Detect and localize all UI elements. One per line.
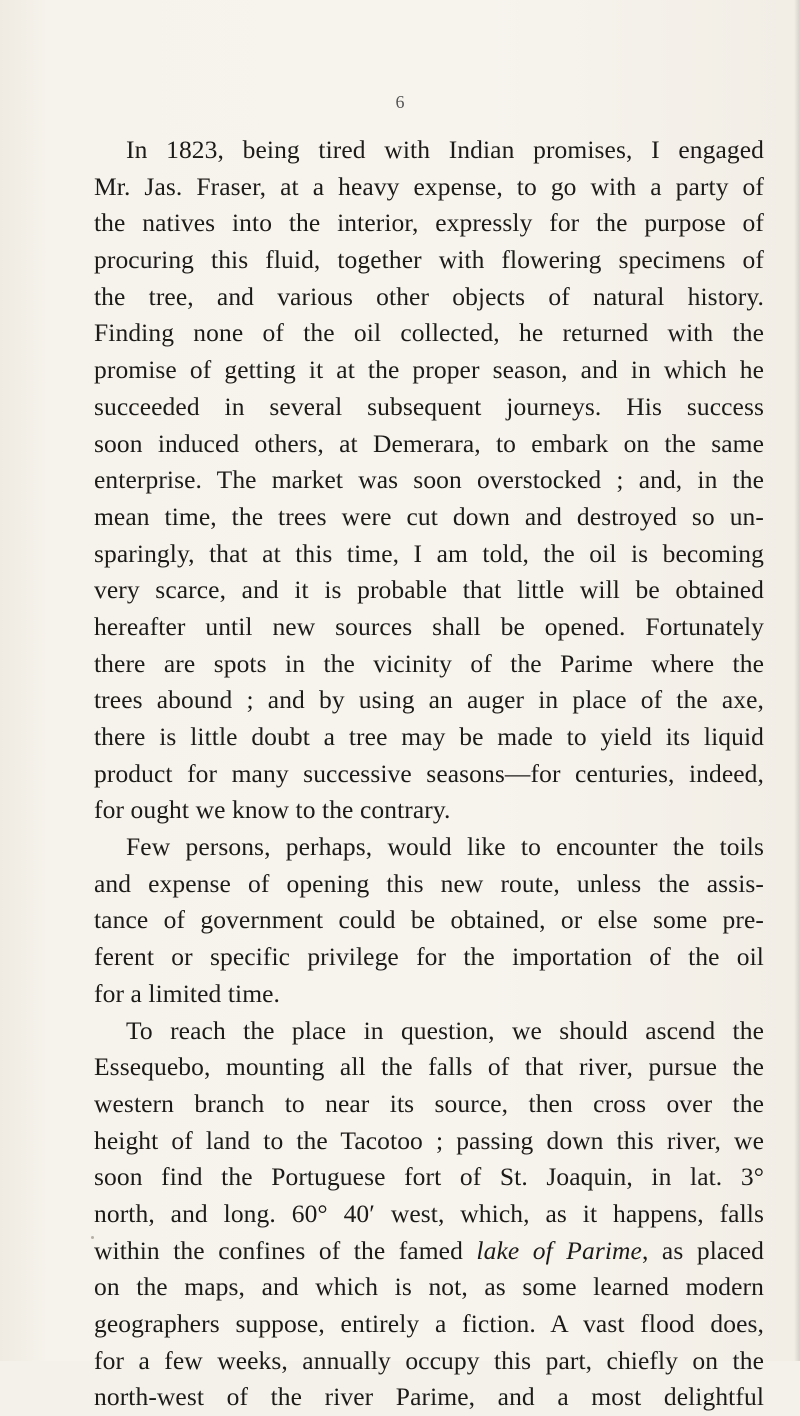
text-line: on the maps, and which is not, as some learned modern bbox=[94, 1272, 764, 1302]
text-line: ferent or specific privilege for the importation of the oil bbox=[94, 942, 764, 972]
text-line: for a limited time. bbox=[94, 978, 281, 1008]
text-segment: , as placed bbox=[641, 1235, 764, 1265]
italic-text: lake of Parime bbox=[476, 1235, 642, 1265]
text-line: tance of government could be obtained, or else some pre- bbox=[94, 905, 764, 935]
text-line: there are spots in the vicinity of the Parime where the bbox=[94, 648, 764, 678]
text-line: the natives into the interior, expressly for the purpose of bbox=[94, 208, 764, 238]
paper-speck bbox=[91, 1236, 94, 1239]
text-line: Mr. Jas. Fraser, at a heavy expense, to go with a party of bbox=[94, 171, 764, 201]
text-line: Essequebo, mounting all the falls of that river, pursue the bbox=[94, 1052, 764, 1082]
text-line: western branch to near its source, then cross over the bbox=[94, 1088, 764, 1118]
text-line: height of land to the Tacotoo ; passing down this river, we bbox=[94, 1125, 764, 1155]
text-line: the tree, and various other objects of natural history. bbox=[94, 281, 764, 311]
text-line: mean time, the trees were cut down and destroyed so un- bbox=[94, 501, 764, 531]
text-line: promise of getting it at the proper season, and in which he bbox=[94, 355, 764, 385]
text-line: north, and long. 60° 40′ west, which, as it happens, falls bbox=[94, 1198, 764, 1228]
text-line: very scarce, and it is probable that little will be obtained bbox=[94, 575, 764, 605]
text-line: north-west of the river Parime, and a most delightful bbox=[94, 1382, 764, 1412]
text-line: To reach the place in question, we should ascend the bbox=[126, 1015, 764, 1045]
text-line: geographers suppose, entirely a fiction. A vast flood does, bbox=[94, 1309, 764, 1338]
text-line: soon find the Portuguese fort of St. Joaquin, in lat. 3° bbox=[94, 1162, 764, 1192]
text-line: product for many successive seasons—for centuries, indeed, bbox=[94, 758, 764, 788]
text-line: In 1823, being tired with Indian promises, I engaged bbox=[126, 135, 764, 164]
text-line: and expense of opening this new route, unless the assis- bbox=[94, 868, 764, 898]
text-line: for a few weeks, annually occupy this part, chiefly on the bbox=[94, 1345, 764, 1375]
text-line: hereafter until new sources shall be opened. Fortunately bbox=[94, 611, 764, 641]
text-line bbox=[94, 1233, 764, 1270]
text-segment: within the confines of the famed bbox=[94, 1235, 477, 1265]
text-line: Few persons, perhaps, would like to encounter the toils bbox=[126, 832, 764, 862]
text-line: Finding none of the oil collected, he returned with the bbox=[94, 318, 764, 348]
text-line: soon induced others, at Demerara, to embark on the same bbox=[94, 428, 764, 458]
page-number: 6 bbox=[395, 92, 405, 112]
body-text bbox=[94, 132, 764, 1416]
text-line: sparingly, that at this time, I am told, the oil is becoming bbox=[94, 538, 764, 568]
text-line: trees abound ; and by using an auger in place of the axe, bbox=[94, 685, 764, 715]
text-line: succeeded in several subsequent journeys. His success bbox=[94, 391, 764, 421]
text-line: procuring this fluid, together with flowering specimens of bbox=[94, 245, 764, 275]
text-line: enterprise. The market was soon overstocked ; and, in the bbox=[94, 465, 764, 495]
text-line: there is little doubt a tree may be made to yield its liquid bbox=[94, 722, 764, 751]
text-line: for ought we know to the contrary. bbox=[94, 795, 451, 825]
page-edge-shadow bbox=[794, 0, 800, 1361]
